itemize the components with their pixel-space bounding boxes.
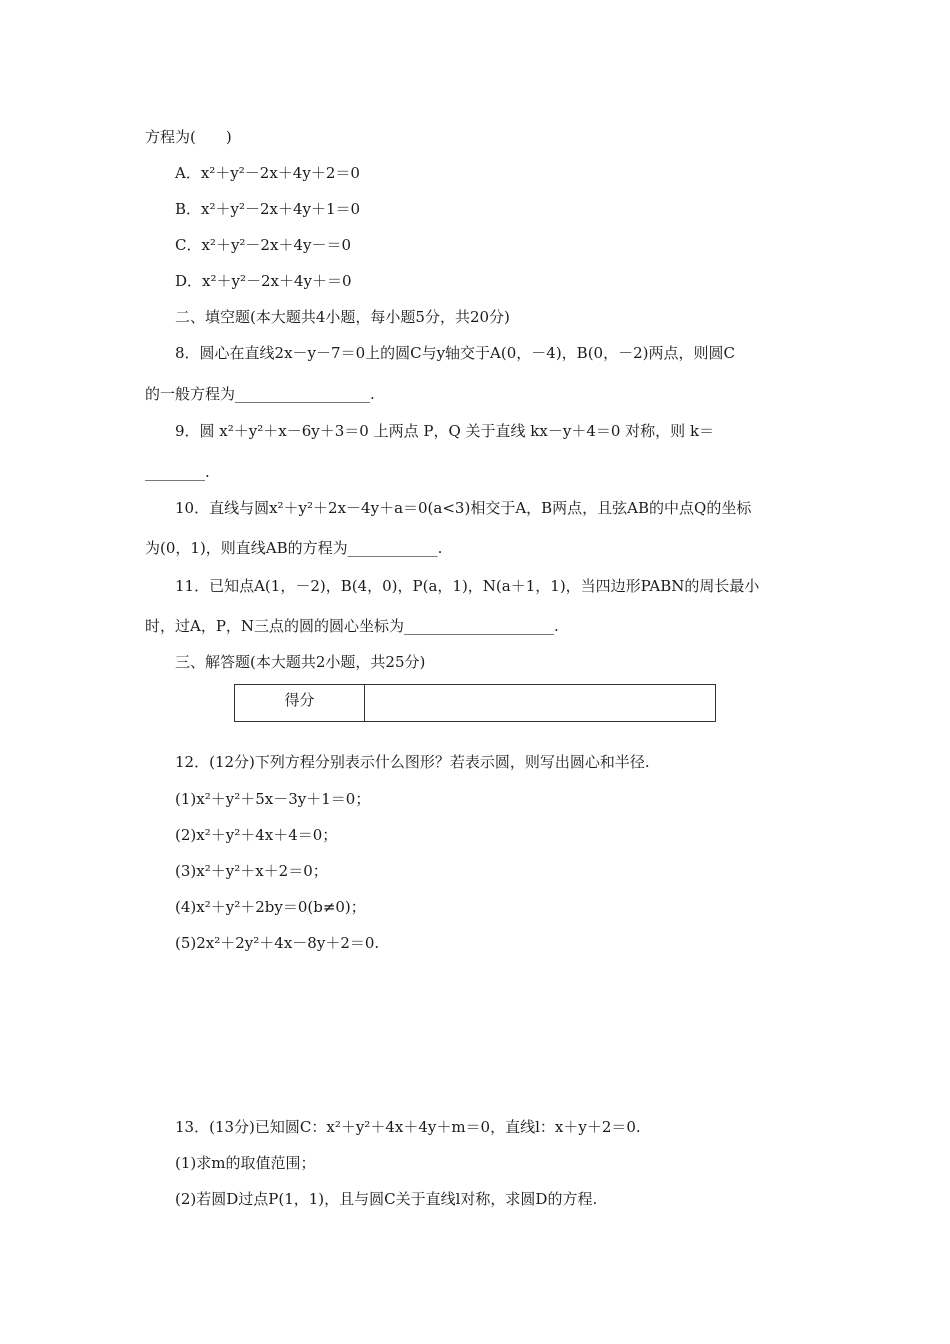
q12-item-2: (2)x²＋y²＋4x＋4＝0； (175, 826, 338, 844)
q8-line1: 8．圆心在直线2x－y－7＝0上的圆C与y轴交于A(0，－4)，B(0，－2)两点，则圆C (175, 344, 735, 362)
q10-line2: 为(0，1)，则直线AB的方程为____________. (145, 539, 443, 557)
q13-stem: 13．(13分)已知圆C：x²＋y²＋4x＋4y＋m＝0，直线l：x＋y＋2＝0. (175, 1118, 641, 1136)
q7-tail: 方程为( ) (145, 128, 232, 146)
score-cell (365, 685, 715, 721)
q12-stem: 12．(12分)下列方程分别表示什么图形？若表示圆，则写出圆心和半径. (175, 753, 650, 771)
q11-line1: 11．已知点A(1，－2)，B(4，0)，P(a，1)，N(a＋1，1)，当四边形PABN的周长最小 (175, 577, 760, 595)
section3-title: 三、解答题(本大题共2小题，共25分) (175, 653, 426, 671)
q7-option-d: D．x²＋y²－2x＋4y＋＝0 (175, 272, 352, 290)
q7-option-b: B．x²＋y²－2x＋4y＋1＝0 (175, 200, 361, 218)
q12-item-3: (3)x²＋y²＋x＋2＝0； (175, 862, 328, 880)
q12-item-4: (4)x²＋y²＋2by＝0(b≠0)； (175, 898, 366, 916)
section2-title: 二、填空题(本大题共4小题，每小题5分，共20分) (175, 308, 510, 326)
q9-line2: ________. (145, 463, 210, 481)
score-label: 得分 (235, 685, 365, 721)
q7-option-c: C．x²＋y²－2x＋4y－＝0 (175, 236, 352, 254)
q10-line1: 10．直线与圆x²＋y²＋2x－4y＋a＝0(a<3)相交于A，B两点，且弦AB的中点Q的坐标 (175, 499, 752, 517)
q12-item-5: (5)2x²＋2y²＋4x－8y＋2＝0. (175, 934, 380, 952)
score-table (234, 684, 716, 722)
q13-item-1: (1)求m的取值范围； (175, 1154, 316, 1172)
q9-line1: 9．圆 x²＋y²＋x－6y＋3＝0 上两点 P，Q 关于直线 kx－y＋4＝0 对称，则 k＝ (175, 422, 715, 440)
q8-line2: 的一般方程为__________________. (145, 385, 375, 403)
q12-item-1: (1)x²＋y²＋5x－3y＋1＝0； (175, 790, 371, 808)
q7-option-a: A．x²＋y²－2x＋4y＋2＝0 (175, 164, 360, 182)
q13-item-2: (2)若圆D过点P(1，1)，且与圆C关于直线l对称，求圆D的方程. (175, 1190, 598, 1208)
q11-line2: 时，过A，P，N三点的圆的圆心坐标为____________________. (145, 617, 559, 635)
